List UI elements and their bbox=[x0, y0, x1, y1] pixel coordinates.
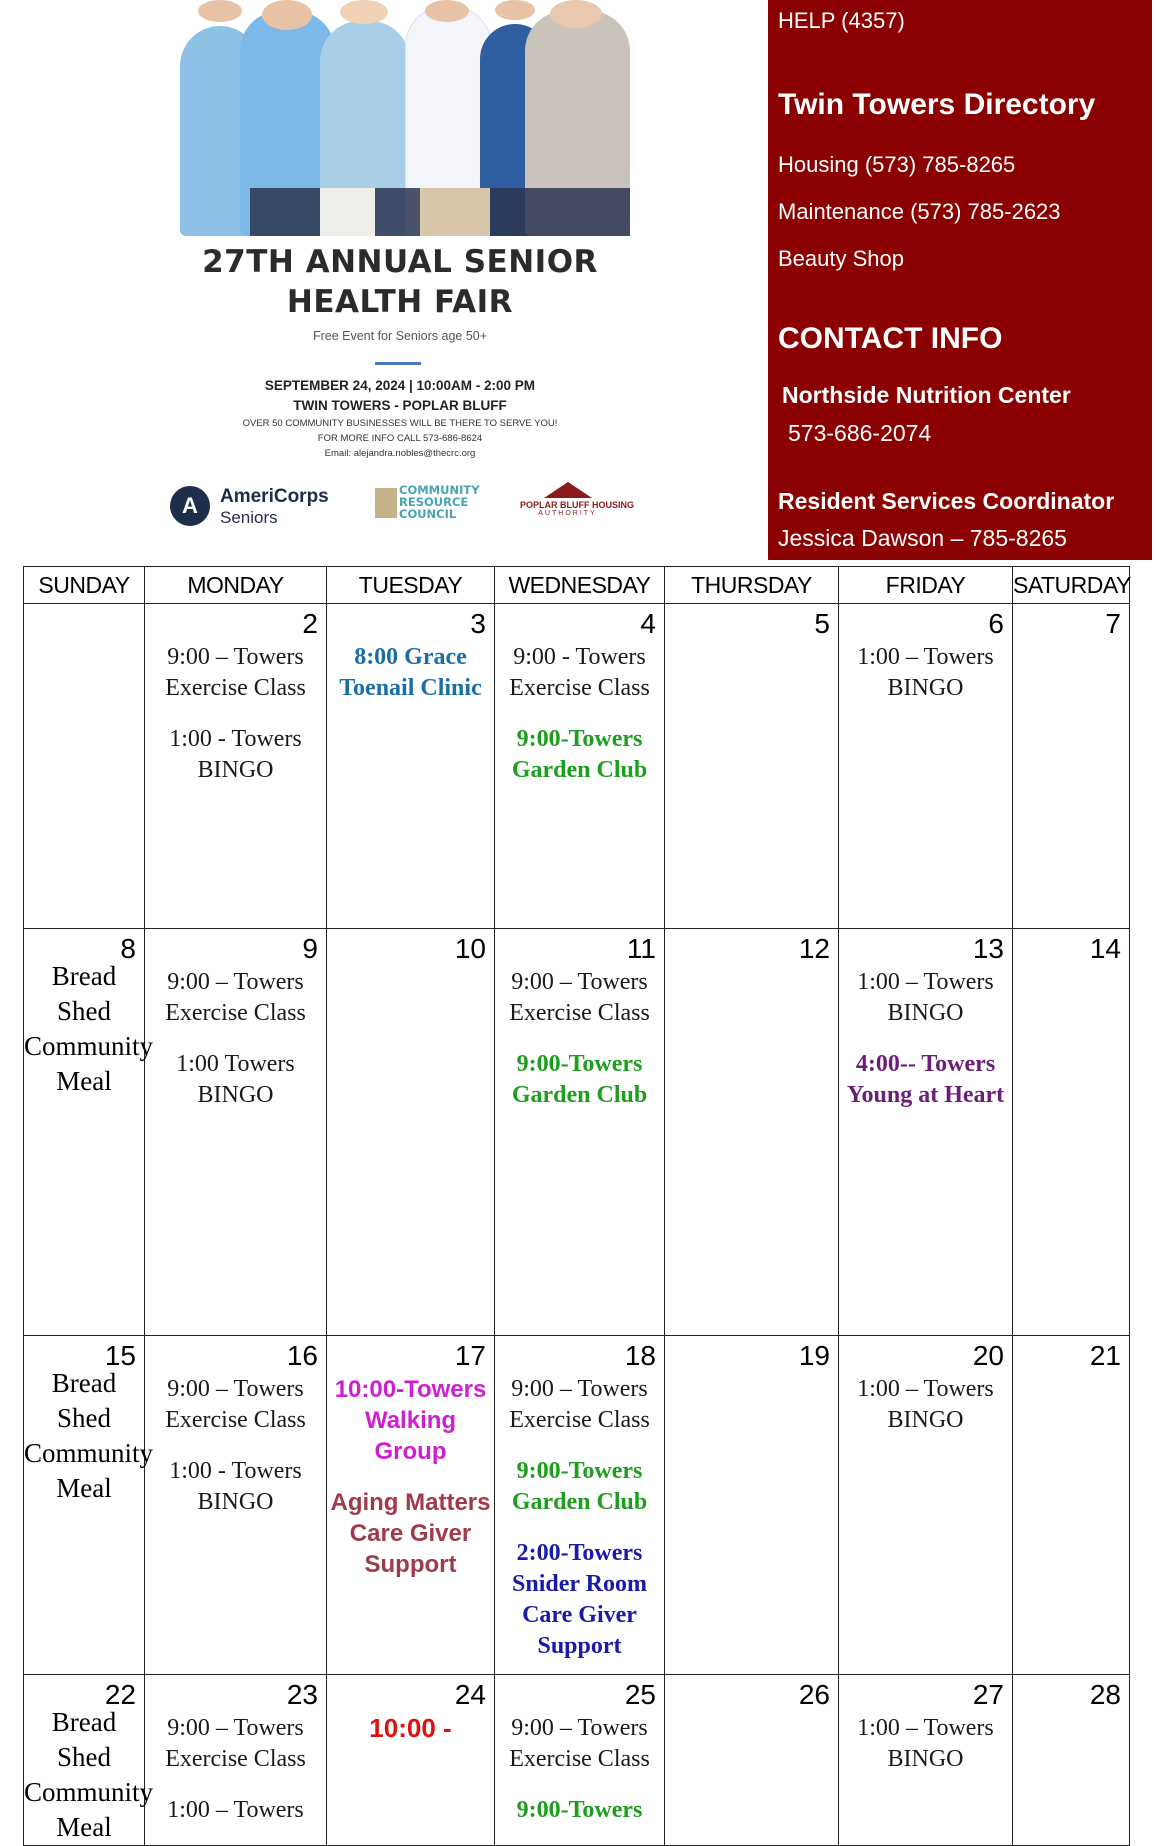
day-number: 15 bbox=[104, 1340, 136, 1371]
day-cell-26 bbox=[665, 1675, 839, 1846]
housing-authority-sub: AUTHORITY bbox=[538, 510, 597, 517]
day-number: 27 bbox=[972, 1679, 1004, 1710]
day-cell-21 bbox=[1013, 1336, 1130, 1675]
day-cell-5 bbox=[665, 604, 839, 929]
day-cell-empty bbox=[24, 604, 145, 929]
day-events bbox=[665, 604, 838, 642]
day-cell-3 bbox=[327, 604, 495, 929]
day-number: 19 bbox=[798, 1340, 830, 1371]
calendar-event: 8:00 Grace Toenail Clinic bbox=[339, 644, 482, 701]
calendar-event: 1:00 – Towers bbox=[167, 1797, 304, 1823]
flyer-date: SEPTEMBER 24, 2024 | 10:00AM - 2:00 PM bbox=[264, 378, 536, 393]
day-number: 22 bbox=[104, 1679, 136, 1710]
seniors-group-photo bbox=[170, 0, 650, 236]
calendar-event: 10:00-Towers Walking Group bbox=[334, 1376, 487, 1465]
day-number: 18 bbox=[624, 1340, 656, 1371]
weekday-header-thursday: THURSDAY bbox=[665, 567, 839, 604]
calendar-event: 1:00 – Towers BINGO bbox=[857, 969, 994, 1026]
calendar-event: 1:00 – Towers BINGO bbox=[857, 644, 994, 701]
flyer-businesses: OVER 50 COMMUNITY BUSINESSES WILL BE THERE TO SERVE YOU! bbox=[242, 418, 558, 429]
day-number: 25 bbox=[624, 1679, 656, 1710]
calendar-event: 9:00-Towers Garden Club bbox=[511, 726, 648, 783]
day-number: 8 bbox=[120, 933, 136, 964]
day-cell-11 bbox=[495, 929, 665, 1336]
day-events bbox=[839, 604, 1012, 704]
americorps-name: AmeriCorps bbox=[220, 486, 329, 507]
housing-phone: Housing (573) 785-8265 bbox=[778, 152, 1016, 177]
calendar-event: 1:00 - Towers BINGO bbox=[169, 1458, 302, 1515]
day-cell-25 bbox=[495, 1675, 665, 1846]
day-number: 17 bbox=[454, 1340, 486, 1371]
day-cell-28 bbox=[1013, 1675, 1130, 1846]
calendar-week-row bbox=[24, 929, 1130, 1336]
calendar-event: 9:00-Towers bbox=[516, 1797, 643, 1823]
day-cell-17 bbox=[327, 1336, 495, 1675]
americorps-sub: Seniors bbox=[220, 508, 278, 527]
day-number: 24 bbox=[454, 1679, 486, 1710]
beauty-shop: Beauty Shop bbox=[778, 246, 904, 271]
calendar-week-row bbox=[24, 604, 1130, 929]
weekday-header-sunday: SUNDAY bbox=[24, 567, 145, 604]
weekday-header-row bbox=[24, 567, 1130, 604]
day-number: 16 bbox=[286, 1340, 318, 1371]
day-events bbox=[495, 604, 664, 786]
flyer-divider bbox=[375, 362, 421, 365]
day-number: 3 bbox=[470, 608, 486, 639]
calendar-event: 1:00 - Towers BINGO bbox=[169, 726, 302, 783]
day-cell-18 bbox=[495, 1336, 665, 1675]
calendar-body bbox=[24, 604, 1130, 1846]
day-events bbox=[327, 604, 494, 704]
directory-title: Twin Towers Directory bbox=[778, 88, 1096, 121]
nutrition-center-phone: 573-686-2074 bbox=[788, 420, 932, 446]
day-number: 12 bbox=[798, 933, 830, 964]
info-panel bbox=[768, 0, 1152, 560]
calendar-event: 9:00 – Towers Exercise Class bbox=[509, 1715, 650, 1772]
calendar-table bbox=[23, 566, 1130, 1846]
calendar-event: Aging Matters Care Giver Support bbox=[330, 1489, 491, 1578]
calendar-event: 9:00 - Towers Exercise Class bbox=[509, 644, 650, 701]
crc-line1: COMMUNITY bbox=[399, 483, 480, 497]
calendar-event: 9:00 – Towers Exercise Class bbox=[509, 1376, 650, 1433]
weekday-header-saturday: SATURDAY bbox=[1013, 567, 1130, 604]
day-cell-9 bbox=[145, 929, 327, 1336]
calendar-event: 2:00-Towers Snider Room Care Giver Support bbox=[512, 1540, 647, 1659]
day-cell-10 bbox=[327, 929, 495, 1336]
day-cell-7 bbox=[1013, 604, 1130, 929]
day-number: 28 bbox=[1089, 1679, 1121, 1710]
flyer-email: Email: alejandra.nobles@thecrc.org bbox=[324, 448, 476, 459]
flyer-location: TWIN TOWERS - POPLAR BLUFF bbox=[293, 398, 507, 413]
crc-line3: COUNCIL bbox=[399, 507, 457, 521]
day-cell-14 bbox=[1013, 929, 1130, 1336]
weekday-header-tuesday: TUESDAY bbox=[327, 567, 495, 604]
day-number: 2 bbox=[302, 608, 318, 639]
calendar-event: 9:00 – Towers Exercise Class bbox=[165, 1715, 306, 1772]
maintenance-phone: Maintenance (573) 785-2623 bbox=[778, 199, 1061, 224]
day-number: 23 bbox=[286, 1679, 318, 1710]
calendar-event: Bread Shed Community Meal bbox=[24, 1707, 154, 1842]
housing-authority-logo bbox=[520, 482, 634, 517]
nutrition-center-name: Northside Nutrition Center bbox=[782, 382, 1071, 408]
flyer-title-line2: HEALTH FAIR bbox=[286, 284, 514, 320]
calendar-event: 9:00-Towers Garden Club bbox=[511, 1458, 648, 1515]
day-cell-8 bbox=[24, 929, 154, 1336]
day-cell-4 bbox=[495, 604, 665, 929]
health-fair-flyer bbox=[140, 0, 660, 548]
day-events bbox=[327, 1336, 494, 1580]
day-number: 21 bbox=[1089, 1340, 1121, 1371]
calendar-event: 1:00 – Towers BINGO bbox=[857, 1376, 994, 1433]
day-number: 11 bbox=[626, 933, 656, 964]
day-cell-24 bbox=[327, 1675, 495, 1846]
calendar-event: Bread Shed Community Meal bbox=[24, 961, 154, 1096]
day-number: 4 bbox=[640, 608, 656, 639]
contact-title: CONTACT INFO bbox=[778, 322, 1003, 355]
day-events bbox=[24, 604, 144, 642]
weekday-header-wednesday: WEDNESDAY bbox=[495, 567, 665, 604]
calendar-week-row bbox=[24, 1336, 1130, 1675]
day-number: 20 bbox=[972, 1340, 1004, 1371]
day-cell-27 bbox=[839, 1675, 1013, 1846]
calendar-event: 9:00 – Towers Exercise Class bbox=[165, 969, 306, 1026]
calendar-event: 4:00-- Towers Young at Heart bbox=[846, 1051, 1005, 1108]
day-number: 14 bbox=[1089, 933, 1121, 964]
day-number: 6 bbox=[988, 608, 1004, 639]
day-cell-22 bbox=[24, 1675, 154, 1846]
flyer-details bbox=[140, 376, 660, 461]
calendar-week-row bbox=[24, 1675, 1130, 1846]
housing-authority-name: POPLAR BLUFF HOUSING bbox=[520, 500, 634, 510]
flyer-title-line1: 27TH ANNUAL SENIOR bbox=[202, 244, 598, 280]
day-events bbox=[495, 1336, 664, 1662]
coordinator-contact: Jessica Dawson – 785-8265 bbox=[778, 525, 1067, 551]
day-cell-15 bbox=[24, 1336, 154, 1675]
day-number: 26 bbox=[798, 1679, 830, 1710]
missouri-state-icon bbox=[375, 488, 397, 518]
day-cell-6 bbox=[839, 604, 1013, 929]
day-cell-2 bbox=[145, 604, 327, 929]
day-cell-23 bbox=[145, 1675, 327, 1846]
day-number: 10 bbox=[454, 933, 486, 964]
crc-line2: RESOURCE bbox=[399, 495, 469, 509]
calendar-event: 1:00 Towers BINGO bbox=[176, 1051, 295, 1108]
day-cell-16 bbox=[145, 1336, 327, 1675]
calendar-event: 9:00-Towers Garden Club bbox=[511, 1051, 648, 1108]
calendar-event: Bread Shed Community Meal bbox=[24, 1368, 154, 1503]
calendar-event: 9:00 – Towers Exercise Class bbox=[165, 644, 306, 701]
day-events bbox=[145, 604, 326, 786]
calendar-event: 10:00 - bbox=[369, 1713, 452, 1743]
day-number: 13 bbox=[972, 933, 1004, 964]
calendar-event: 9:00 – Towers Exercise Class bbox=[509, 969, 650, 1026]
coordinator-title: Resident Services Coordinator bbox=[778, 488, 1115, 514]
sponsor-logos bbox=[140, 470, 660, 540]
day-cell-13 bbox=[839, 929, 1013, 1336]
day-events bbox=[145, 929, 326, 1111]
flyer-more-info: FOR MORE INFO CALL 573-686-8624 bbox=[317, 433, 483, 444]
flyer-subtitle: Free Event for Seniors age 50+ bbox=[312, 329, 488, 343]
day-cell-20 bbox=[839, 1336, 1013, 1675]
weekday-header-friday: FRIDAY bbox=[839, 567, 1013, 604]
flyer-title bbox=[140, 242, 660, 322]
day-number: 7 bbox=[1105, 608, 1121, 639]
americorps-icon: A bbox=[170, 486, 210, 526]
day-cell-12 bbox=[665, 929, 839, 1336]
calendar-event: 1:00 – Towers BINGO bbox=[857, 1715, 994, 1772]
weekday-header-monday: MONDAY bbox=[145, 567, 327, 604]
day-cell-19 bbox=[665, 1336, 839, 1675]
day-number: 9 bbox=[302, 933, 318, 964]
calendar-event: 9:00 – Towers Exercise Class bbox=[165, 1376, 306, 1433]
house-roof-icon bbox=[544, 482, 592, 498]
day-number: 5 bbox=[814, 608, 830, 639]
help-line: HELP (4357) bbox=[778, 8, 905, 33]
